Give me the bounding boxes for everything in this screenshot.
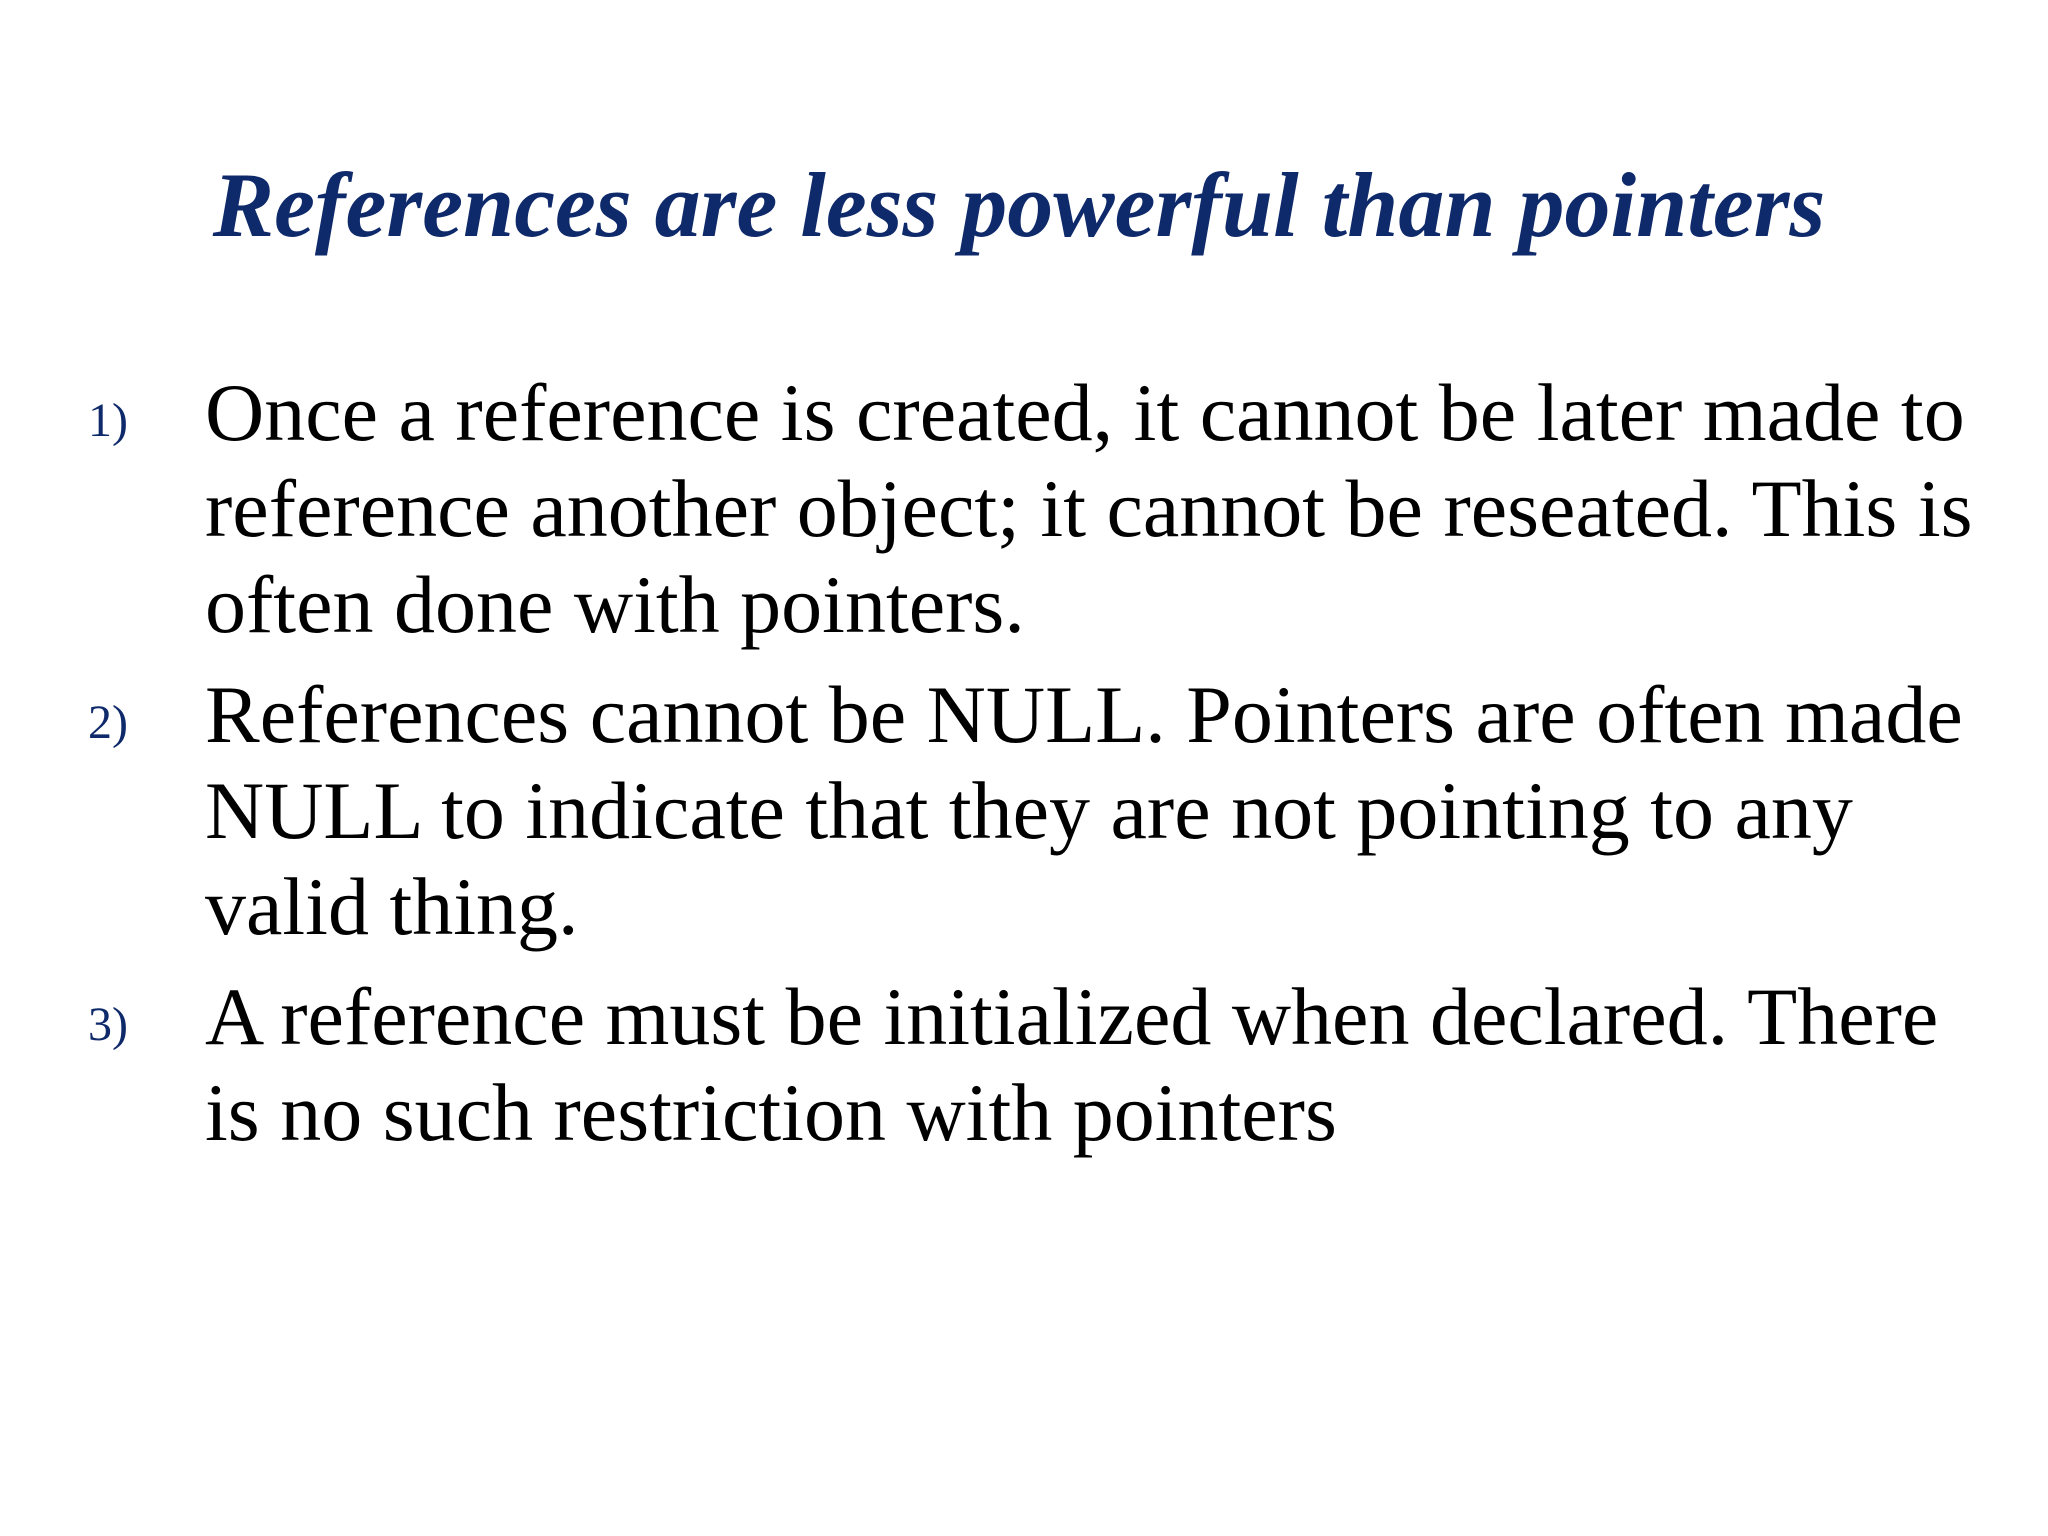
list-item-text: Once a reference is created, it cannot be later made to reference another object; it cannot be reseated. This is often done with pointers. xyxy=(205,367,1973,650)
list-item-number: 3) xyxy=(88,998,128,1051)
numbered-list xyxy=(0,365,2048,1175)
list-item xyxy=(0,365,2048,653)
list-item-text: References cannot be NULL. Pointers are often made NULL to indicate that they are not pointing to any valid thing. xyxy=(205,669,1963,952)
list-item-number: 1) xyxy=(88,394,128,447)
list-item xyxy=(0,969,2048,1161)
list-item-text: A reference must be initialized when declared. There is no such restriction with pointers xyxy=(205,971,1939,1158)
list-item-number: 2) xyxy=(88,696,128,749)
list-item xyxy=(0,667,2048,955)
slide-title: References are less powerful than pointers xyxy=(212,154,1826,256)
